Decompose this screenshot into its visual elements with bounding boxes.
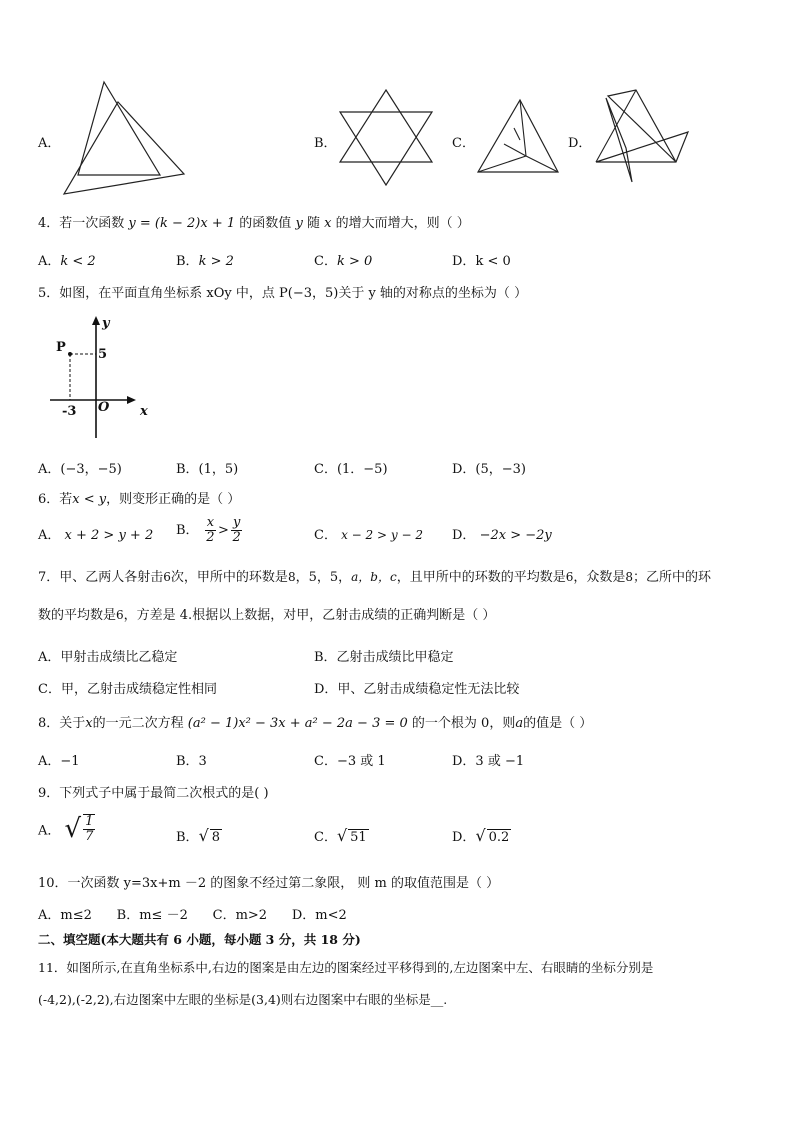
q5-axis-y-label: y [102,316,110,331]
q7-option-b: B．乙射击成绩比甲稳定 [314,650,454,665]
q7-option-a: A．甲射击成绩比乙稳定 [38,650,178,665]
q4-x: x [324,216,332,231]
q3-option-d-label: D． [568,136,592,151]
question-6: 6．若x < y，则变形正确的是（ ） [38,492,241,507]
question-7-line-2: 数的平均数是6，方差是 4.根据以上数据，对甲，乙射击成绩的正确判断是（ ） [38,608,496,623]
question-5: 5．如图，在平面直角坐标系 xOy 中，点 P(−3，5)关于 y 轴的对称点的坐标为（ ） [38,286,528,301]
q3-figure-d [592,88,692,184]
question-8: 8．关于x的一元二次方程 (a² − 1)x² − 3x + a² − 2a − 3 = 0 的一个根为 0，则a的值是（ ） [38,716,593,731]
q5-tick-m3: -3 [62,404,77,419]
q5-option-a: A．(−3，−5) [38,462,122,477]
q8-option-c: C．−3 或 1 [314,754,386,769]
q6-condition: x < y [72,492,107,507]
q3-option-b-label: B． [314,136,337,151]
question-11-line-1: 11．如图所示,在直角坐标系中,右边的图案是由左边的图案经过平移得到的,左边图案中左、右眼睛的坐标分别是 [38,960,654,975]
q4-stem-mid2: 随 [306,216,320,231]
q7-option-c: C．甲，乙射击成绩稳定性相同 [38,682,217,697]
q4-option-d: D．k < 0 [452,254,511,269]
q3-figure-a [60,80,190,198]
q6-option-d: D． −2x > −2y [452,528,552,543]
q4-stem-mid: 的函数值 [239,216,292,231]
q3-option-a-label: A． [38,136,61,151]
q4-option-c: C．k > 0 [314,254,373,269]
q6-option-b: B． $\frac{x}{2}$ > $\frac{y}{2}$ [176,515,241,545]
q3-figure-c [474,98,560,176]
question-7-line-1: 7．甲、乙两人各射击6次，甲所中的环数是8，5，5，a，b，c，且甲所中的环数的平均数是6，众数是8；乙所中的环 [38,570,712,585]
q10-options: A．m≤2 B．m≤ －2 C．m>2 D．m<2 [38,908,347,923]
q6-option-c: C． x − 2 > y − 2 [314,528,423,543]
q8-equation: (a² − 1)x² − 3x + a² − 2a − 3 = 0 [187,716,408,731]
question-4 [38,212,470,231]
q5-coordinate-figure [48,314,158,442]
q8-option-b: B．3 [176,754,207,769]
section-2-title: 二、填空题(本大题共有 6 小题，每小题 3 分，共 18 分) [38,932,361,947]
q9-option-b: B．√ 8 [176,826,221,845]
question-10: 10．一次函数 y=3x+m －2 的图象不经过第二象限， 则 m 的取值范围是（ ） [38,876,500,891]
q4-option-a: A．k < 2 [38,254,96,269]
q4-y: y [295,216,303,231]
q9-option-d: D．√ 0.2 [452,826,510,845]
q5-option-c: C．(1．−5) [314,462,388,477]
q5-option-d: D．(5，−3) [452,462,527,477]
q4-option-b: B．k > 2 [176,254,234,269]
q5-option-b: B．(1，5) [176,462,239,477]
q3-figure-b [334,88,438,188]
question-9: 9．下列式子中属于最简二次根式的是( ) [38,786,269,801]
q9-option-a: A． √ $\frac{1}{7}$ [38,814,94,844]
q4-stem-post: 的增大而增大，则（ ） [335,216,470,231]
q7-option-d: D．甲、乙射击成绩稳定性无法比较 [314,682,520,697]
q5-tick-5: 5 [98,347,108,362]
q5-point-p-label: P [56,340,66,355]
q9-option-c: C．√ 51 [314,826,367,845]
q3-option-c-label: C． [452,136,475,151]
q8-option-d: D．3 或 −1 [452,754,525,769]
question-11-line-2: (-4,2),(-2,2),右边图案中左眼的坐标是(3,4)则右边图案中右眼的坐标是__. [38,992,448,1007]
q6-option-a: A． x + 2 > y + 2 [38,528,154,543]
q5-axis-x-label: x [140,404,148,419]
q4-stem-pre: 4．若一次函数 [38,216,125,231]
q5-origin-label: O [98,400,110,415]
q8-option-a: A．−1 [38,754,80,769]
q4-formula: y = (k − 2)x + 1 [128,216,236,231]
